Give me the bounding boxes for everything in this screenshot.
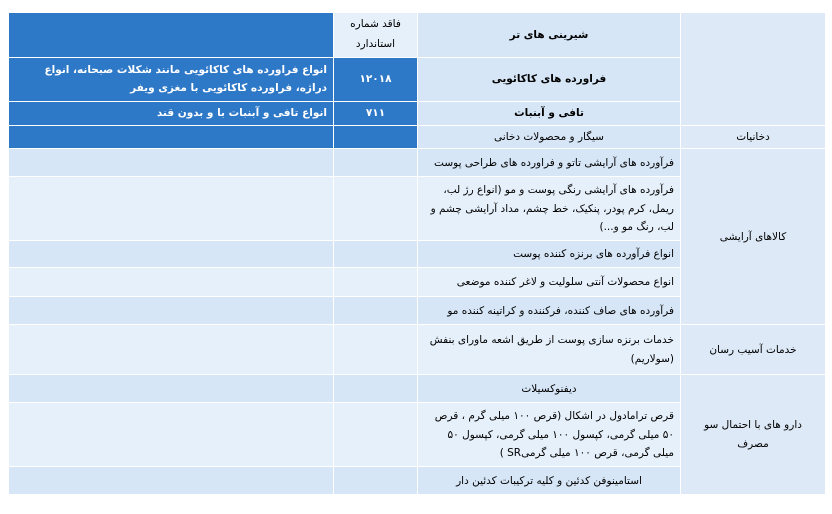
standard-cell (334, 149, 418, 177)
category-cell: خدمات آسیب رسان (681, 325, 826, 375)
table-row (9, 13, 826, 58)
product-cell: سیگار و محصولات دخانی (418, 125, 681, 148)
standard-cell (334, 268, 418, 297)
category-cell: دارو های با احتمال سو مصرف (681, 375, 826, 495)
description-cell: انواع تافی و آبنبات با و بدون قند (9, 101, 334, 125)
table-row (9, 149, 826, 177)
description-cell: انواع فراورده های کاکائویی مانند شکلات صبحانه، انواع دراژه، فراورده کاکائویی با مغزی ویفر (9, 57, 334, 101)
description-cell (9, 375, 334, 403)
standard-cell (334, 297, 418, 325)
description-cell (9, 241, 334, 268)
product-cell: انواع محصولات آنتی سلولیت و لاغر کننده موضعی (418, 268, 681, 297)
standard-cell (334, 325, 418, 375)
standard-cell (334, 467, 418, 495)
product-cell: دیفنوکسیلات (418, 375, 681, 403)
standard-cell (334, 177, 418, 241)
table-row (9, 375, 826, 403)
description-cell (9, 268, 334, 297)
table-row (9, 325, 826, 375)
description-cell (9, 149, 334, 177)
standard-cell: ۷۱۱ (334, 101, 418, 125)
product-cell: فرآورده های آرایشی رنگی پوست و مو (انواع رژ لب، ریمل، کرم پودر، پنکیک، خط چشم، مداد آرایشی چشم و لب، رنگ مو و...) (418, 177, 681, 241)
regulation-table (8, 12, 826, 495)
description-cell (9, 13, 334, 58)
description-cell (9, 403, 334, 467)
product-cell: خدمات برنزه سازی پوست از طریق اشعه ماورای بنفش (سولاریم) (418, 325, 681, 375)
product-cell: فراورده های کاکائویی (418, 57, 681, 101)
standard-cell (334, 375, 418, 403)
product-cell: قرص ترامادول در اشکال (قرص ۱۰۰ میلی گرم ، قرص ۵۰ میلی گرمی، کپسول ۱۰۰ میلی گرمی، کپسول ۵۰ میلی گرمی، قرص ۱۰۰ میلی گرمیSR ) (418, 403, 681, 467)
description-cell (9, 467, 334, 495)
product-cell: تافی و آبنبات (418, 101, 681, 125)
product-cell: شیرینی های تر (418, 13, 681, 58)
description-cell (9, 177, 334, 241)
product-cell: فرآورده های آرایشی تاتو و فراورده های طراحی پوست (418, 149, 681, 177)
standard-cell (334, 125, 418, 148)
product-cell: انواع فرآورده های برنزه کننده پوست (418, 241, 681, 268)
description-cell (9, 125, 334, 148)
product-cell: فرآورده های صاف کننده، فرکننده و کراتینه کننده مو (418, 297, 681, 325)
table-container (8, 12, 825, 495)
category-cell (681, 13, 826, 126)
description-cell (9, 297, 334, 325)
table-row (9, 125, 826, 148)
standard-cell: ۱۲۰۱۸ (334, 57, 418, 101)
description-cell (9, 325, 334, 375)
category-cell: دخانیات (681, 125, 826, 148)
product-cell: استامینوفن کدئین و کلیه ترکیبات کدئین دار (418, 467, 681, 495)
standard-cell (334, 241, 418, 268)
standard-cell (334, 403, 418, 467)
standard-cell: فاقد شماره استاندارد (334, 13, 418, 58)
category-cell: کالاهای آرایشی (681, 149, 826, 325)
